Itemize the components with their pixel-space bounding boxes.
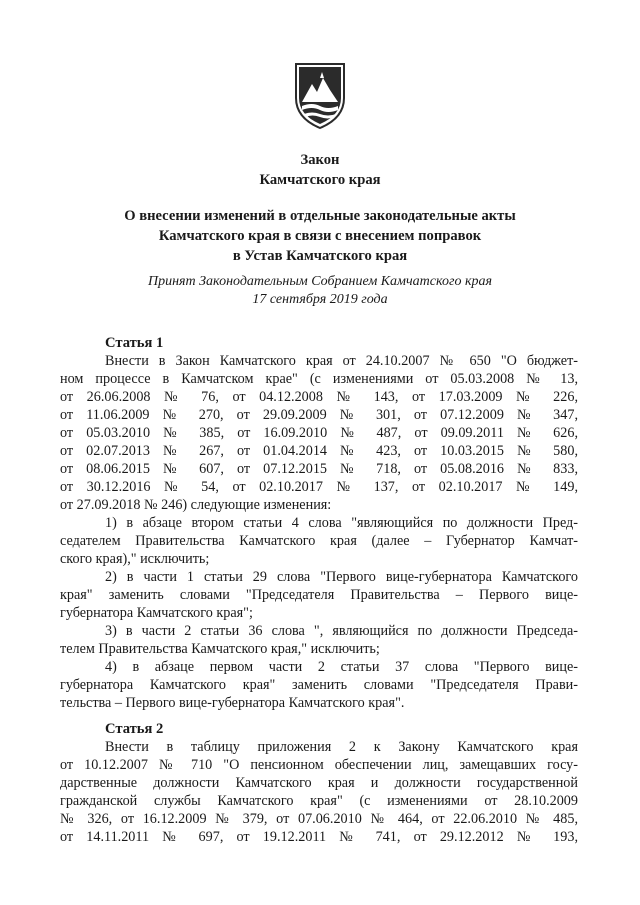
article-1-line: губернатора Камчатского края" заменить словами "Председателя Прави-	[60, 677, 578, 693]
adopted-date: 17 сентября 2019 года	[252, 292, 388, 307]
article-1-line: от 30.12.2016 № 54, от 02.10.2017 № 137, от 02.10.2017 № 149,	[60, 479, 578, 495]
article-2-line: от 10.12.2007 № 710 "О пенсионном обеспечении лиц, замещавших госу-	[60, 757, 578, 773]
article-1-line: ского края)," исключить;	[60, 551, 210, 567]
article-1-line: седателем Правительства Камчатского края (далее – Губернатор Камчат-	[60, 533, 578, 549]
region-name: Камчатского края	[259, 172, 381, 188]
law-subject	[0, 206, 640, 266]
article-1-item-4: 4) в абзаце первом части 2 статьи 37 слова "Первого вице-	[105, 659, 578, 675]
article-1-line: от 08.06.2015 № 607, от 07.12.2015 № 718, от 05.08.2016 № 833,	[60, 461, 578, 477]
article-1-line: губернатора Камчатского края";	[60, 605, 253, 621]
article-1-line: края" заменить словами "Председателя Правительства – Первого вице-	[60, 587, 578, 603]
article-2-line: № 326, от 16.12.2009 № 379, от 07.06.2010 № 464, от 22.06.2010 № 485,	[60, 811, 578, 827]
article-2-line: от 14.11.2011 № 697, от 19.12.2011 № 741, от 29.12.2012 № 193,	[60, 829, 578, 845]
article-1-heading: Статья 1	[105, 335, 164, 351]
article-2-line: гражданской службы Камчатского края" (с изменениями от 28.10.2009	[60, 793, 578, 809]
law-word: Закон	[300, 152, 340, 168]
article-1-line: от 02.07.2013 № 267, от 01.04.2014 № 423, от 10.03.2015 № 580,	[60, 443, 578, 459]
kamchatka-coat-of-arms-icon	[290, 60, 350, 130]
article-1-line: тельства – Первого вице-губернатора Камчатского края".	[60, 695, 405, 711]
article-2-line: дарственные должности Камчатского края и должности государственной	[60, 775, 578, 791]
adoption-info	[0, 273, 640, 309]
article-1-line: Внести в Закон Камчатского края от 24.10.2007 № 650 "О бюджет-	[105, 353, 578, 369]
article-1-item-2: 2) в части 1 статьи 29 слова "Первого вице-губернатора Камчатского	[105, 569, 578, 585]
article-1-line: телем Правительства Камчатского края," исключить;	[60, 641, 380, 657]
article-1-line: от 27.09.2018 № 246) следующие изменения:	[60, 497, 332, 513]
document-title	[0, 150, 640, 190]
subject-line-1: О внесении изменений в отдельные законодательные акты	[124, 208, 516, 224]
article-2-line: Внести в таблицу приложения 2 к Закону Камчатского края	[105, 739, 578, 755]
subject-line-2: Камчатского края в связи с внесением поправок	[158, 228, 482, 244]
article-1-item-3: 3) в части 2 статьи 36 слова ", являющийся по должности Председа-	[105, 623, 578, 639]
article-1-line: от 11.06.2009 № 270, от 29.09.2009 № 301, от 07.12.2009 № 347,	[60, 407, 578, 423]
article-1-item-1: 1) в абзаце втором статьи 4 слова "являющийся по должности Пред-	[105, 515, 578, 531]
article-2-heading: Статья 2	[105, 721, 164, 737]
article-1-line: ном процессе в Камчатском крае" (с изменениями от 05.03.2008 № 13,	[60, 371, 578, 387]
article-1-line: от 26.06.2008 № 76, от 04.12.2008 № 143, от 17.03.2009 № 226,	[60, 389, 578, 405]
subject-line-3: в Устав Камчатского края	[232, 248, 408, 264]
adopted-by: Принят Законодательным Собранием Камчатского края	[147, 274, 493, 289]
article-1-line: от 05.03.2010 № 385, от 16.09.2010 № 487, от 09.09.2011 № 626,	[60, 425, 578, 441]
